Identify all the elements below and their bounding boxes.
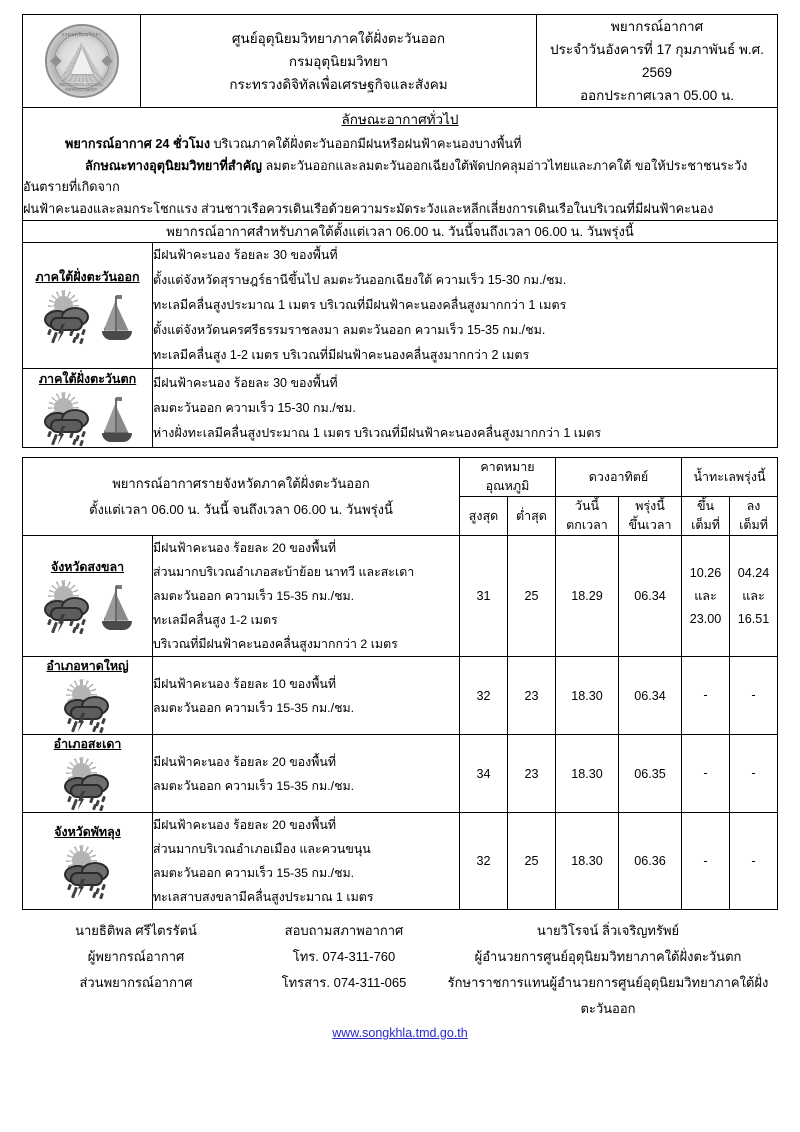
thunderstorm-sun-icon bbox=[62, 684, 114, 734]
contact-heading: สอบถามสภาพอากาศ bbox=[284, 923, 404, 938]
table-title-line2: ตั้งแต่เวลา 06.00 น. วันนี้ จนถึงเวลา 06.00 น. วันพรุ่งนี้ bbox=[89, 501, 393, 517]
south-forecast-banner: พยากรณ์อากาศสำหรับภาคใต้ตั้งแต่เวลา 06.00 น. วันนี้จนถึงเวลา 06.00 น. วันพรุ่งนี้ bbox=[23, 221, 778, 243]
row0-line-5: บริเวณที่มีฝนฟ้าคะนองคลื่นสูงมากกว่า 2 เมตร bbox=[153, 637, 398, 651]
description-cell-1 bbox=[153, 657, 460, 735]
forecaster-division: ส่วนพยากรณ์อากาศ bbox=[79, 975, 193, 990]
sub-header-high-l1: ขึ้น bbox=[696, 499, 715, 513]
sub-header-tide-low bbox=[730, 497, 778, 536]
group-header-tide: น้ำทะเลพรุ่งนี้ bbox=[682, 458, 778, 497]
tide-high-cell-0 bbox=[682, 536, 730, 657]
director-acting-title: รักษาราชการแทนผู้อำนวยการศูนย์อุตุนิยมวิทยาภาคใต้ฝั่งตะวันออก bbox=[447, 975, 769, 1016]
director-title: ผู้อำนวยการศูนย์อุตุนิยมวิทยาภาคใต้ฝั่งตะวันตก bbox=[474, 949, 742, 964]
forecast-date: ประจำวันอังคารที่ 17 กุมภาพันธ์ พ.ศ. 2569 bbox=[550, 42, 764, 80]
p2-text: ลมตะวันออกและลมตะวันออกเฉียงใต้พัดปกคลุมอ่าวไทยและภาคใต้ ขอให้ประชาชนระวังอันตรายที่เกิดจาก bbox=[23, 158, 748, 194]
general-weather-p3: ฝนฟ้าคะนองและลมกระโชกแรง ส่วนชาวเรือควรเดินเรือด้วยความระมัดระวังและหลีกเลี่ยงการเดินเรือในบริเวณที่มีฝนฟ้าคะนอง bbox=[23, 201, 714, 216]
tide-high-cell-2: - bbox=[682, 735, 730, 813]
tide-low-cell-0 bbox=[730, 536, 778, 657]
region-text-cell-east bbox=[153, 243, 778, 369]
seal-top-text: กรมอุตุนิยมวิทยา bbox=[61, 32, 102, 38]
table-title-line1: พยากรณ์อากาศรายจังหวัดภาคใต้ฝั่งตะวันออก bbox=[112, 475, 370, 491]
sunset-cell-0: 18.29 bbox=[555, 536, 618, 657]
region-row-west bbox=[23, 369, 778, 448]
table-row bbox=[23, 735, 778, 813]
website-url-link[interactable]: www.songkhla.tmd.go.th bbox=[332, 1026, 468, 1040]
contact-fax: โทรสาร. 074-311-065 bbox=[281, 975, 407, 990]
table-row bbox=[23, 813, 778, 910]
thunderstorm-sun-icon bbox=[62, 850, 114, 900]
table-row bbox=[23, 657, 778, 735]
footer-row-3 bbox=[22, 970, 778, 1022]
sub-header-tide-high bbox=[682, 497, 730, 536]
description-cell-2 bbox=[153, 735, 460, 813]
row2-line-1: มีฝนฟ้าคะนอง ร้อยละ 20 ของพื้นที่ bbox=[153, 754, 337, 769]
region-west-line-2: ลมตะวันออก ความเร็ว 15-30 กม./ชม. bbox=[153, 400, 356, 415]
tide-low-cell-3: - bbox=[730, 813, 778, 910]
tide-low-0-c: 16.51 bbox=[737, 611, 770, 626]
center-name-line1: ศูนย์อุตุนิยมวิทยาภาคใต้ฝั่งตะวันออก bbox=[231, 30, 446, 46]
p2-bold-lead: ลักษณะทางอุตุนิยมวิทยาที่สำคัญ bbox=[85, 158, 262, 173]
tmd-seal-icon bbox=[45, 24, 119, 98]
group-header-temp-line2: อุณหภูมิ bbox=[485, 479, 530, 493]
agency-name-cell bbox=[141, 15, 537, 108]
tide-low-cell-2: - bbox=[730, 735, 778, 813]
table-group-header-row bbox=[23, 458, 778, 497]
general-weather-p2 bbox=[23, 156, 777, 199]
table-row bbox=[23, 536, 778, 657]
row3-line-2: ส่วนมากบริเวณอำเภอเมือง และควนขนุน bbox=[153, 842, 371, 856]
sailboat-icon bbox=[100, 397, 134, 447]
province-cell-1 bbox=[23, 657, 153, 735]
region-label-east: ภาคใต้ฝั่งตะวันออก bbox=[35, 269, 140, 284]
sub-header-sunrise-l1: พรุ่งนี้ bbox=[635, 499, 665, 513]
region-forecast-table bbox=[22, 242, 778, 448]
sailboat-icon bbox=[100, 295, 134, 345]
region-name-cell-east bbox=[23, 243, 153, 369]
p1-text: บริเวณภาคใต้ฝั่งตะวันออกมีฝนหรือฝนฟ้าคะนองบางพื้นที่ bbox=[210, 137, 522, 151]
sunrise-cell-2: 06.35 bbox=[618, 735, 681, 813]
general-weather-title: ลักษณะอากาศทั่วไป bbox=[341, 112, 459, 127]
thunderstorm-sun-icon bbox=[62, 762, 114, 812]
row0-line-1: มีฝนฟ้าคะนอง ร้อยละ 20 ของพื้นที่ bbox=[153, 541, 337, 555]
region-east-line-3: ทะเลมีคลื่นสูงประมาณ 1 เมตร บริเวณที่มีฝนฟ้าคะนองคลื่นสูงมากกว่า 1 เมตร bbox=[153, 298, 567, 312]
seal-bottom-text: METEOROLOGICAL DEPARTMENT bbox=[59, 82, 104, 92]
tmax-cell-1: 32 bbox=[459, 657, 507, 735]
row1-line-2: ลมตะวันออก ความเร็ว 15-35 กม./ชม. bbox=[153, 700, 355, 715]
row3-line-1: มีฝนฟ้าคะนอง ร้อยละ 20 ของพื้นที่ bbox=[153, 818, 337, 832]
contact-phone: โทร. 074-311-760 bbox=[292, 949, 396, 964]
region-west-line-1: มีฝนฟ้าคะนอง ร้อยละ 30 ของพื้นที่ bbox=[153, 375, 338, 390]
tide-low-0-b: และ bbox=[742, 588, 765, 603]
row0-line-4: ทะเลมีคลื่นสูง 1-2 เมตร bbox=[153, 613, 278, 627]
sub-header-sunset-l1: วันนี้ bbox=[574, 499, 600, 513]
group-header-temp-line1: คาดหมาย bbox=[480, 460, 535, 474]
province-cell-2 bbox=[23, 735, 153, 813]
region-label-west: ภาคใต้ฝั่งตะวันตก bbox=[38, 372, 137, 386]
row3-line-3: ลมตะวันออก ความเร็ว 15-35 กม./ชม. bbox=[153, 866, 355, 880]
tmax-cell-0: 31 bbox=[459, 536, 507, 657]
sub-header-sunrise-l2: ขึ้นเวลา bbox=[628, 518, 672, 532]
sunset-cell-1: 18.30 bbox=[555, 657, 618, 735]
region-east-line-4: ตั้งแต่จังหวัดนครศรีธรรมราชลงมา ลมตะวันออก ความเร็ว 15-35 กม./ชม. bbox=[153, 323, 546, 337]
provincial-forecast-table bbox=[22, 457, 778, 910]
province-label-1: อำเภอหาดใหญ่ bbox=[46, 659, 129, 673]
footer-row-1 bbox=[22, 918, 778, 944]
sub-header-low-l2: เต็มที่ bbox=[739, 518, 768, 532]
row3-line-4: ทะเลสาบสงขลามีคลื่นสูงประมาณ 1 เมตร bbox=[153, 890, 374, 904]
row0-line-2: ส่วนมากบริเวณอำเภอสะบ้าย้อย นาทวี และสะเดา bbox=[153, 565, 415, 579]
tide-high-0-c: 23.00 bbox=[689, 611, 722, 626]
forecaster-title: ผู้พยากรณ์อากาศ bbox=[87, 949, 185, 964]
row1-line-1: มีฝนฟ้าคะนอง ร้อยละ 10 ของพื้นที่ bbox=[153, 676, 337, 691]
region-east-line-2: ตั้งแต่จังหวัดสุราษฎร์ธานีขึ้นไป ลมตะวันออกเฉียงใต้ ความเร็ว 15-30 กม./ชม. bbox=[153, 273, 567, 287]
tide-high-0-a: 10.26 bbox=[689, 565, 722, 580]
sub-banner-row bbox=[23, 221, 778, 243]
province-icons-1 bbox=[23, 680, 152, 734]
tmax-cell-2: 34 bbox=[459, 735, 507, 813]
agency-logo-cell bbox=[23, 15, 141, 108]
website-url-wrap bbox=[22, 1024, 778, 1042]
tmin-cell-1: 23 bbox=[507, 657, 555, 735]
region-east-line-5: ทะเลมีคลื่นสูง 1-2 เมตร บริเวณที่มีฝนฟ้าคะนองคลื่นสูงมากกว่า 2 เมตร bbox=[153, 348, 530, 362]
thunderstorm-sun-icon bbox=[42, 585, 94, 635]
province-label-2: อำเภอสะเดา bbox=[53, 737, 122, 751]
sub-header-sunrise bbox=[618, 497, 681, 536]
sunrise-cell-0: 06.34 bbox=[618, 536, 681, 657]
region-icons-east bbox=[23, 291, 152, 345]
tmin-cell-0: 25 bbox=[507, 536, 555, 657]
row2-line-2: ลมตะวันออก ความเร็ว 15-35 กม./ชม. bbox=[153, 778, 355, 793]
forecast-title: พยากรณ์อากาศ bbox=[610, 19, 704, 34]
province-cell-3 bbox=[23, 813, 153, 910]
sub-header-sunset bbox=[555, 497, 618, 536]
province-icons-2 bbox=[23, 758, 152, 812]
region-west-line-3: ห่างฝั่งทะเลมีคลื่นสูงประมาณ 1 เมตร บริเวณที่มีฝนฟ้าคะนองคลื่นสูงมากกว่า 1 เมตร bbox=[153, 425, 602, 440]
province-cell-0 bbox=[23, 536, 153, 657]
tide-low-cell-1: - bbox=[730, 657, 778, 735]
region-name-cell-west bbox=[23, 369, 153, 448]
center-name-line2: กรมอุตุนิยมวิทยา bbox=[288, 53, 389, 69]
province-icons-3 bbox=[23, 846, 152, 900]
thunderstorm-sun-icon bbox=[42, 397, 94, 447]
sub-header-tmin: ต่ำสุด bbox=[507, 497, 555, 536]
tide-low-0-a: 04.24 bbox=[737, 565, 770, 580]
tide-high-0-b: และ bbox=[694, 588, 717, 603]
sub-header-tmax: สูงสุด bbox=[459, 497, 507, 536]
center-name-line3: กระทรวงดิจิทัลเพื่อเศรษฐกิจและสังคม bbox=[229, 76, 448, 92]
forecast-date-cell bbox=[537, 15, 778, 108]
sub-header-sunset-l2: ตกเวลา bbox=[566, 518, 608, 532]
region-icons-west bbox=[23, 393, 152, 447]
issue-time: ออกประกาศเวลา 05.00 น. bbox=[579, 88, 735, 103]
sunrise-cell-3: 06.36 bbox=[618, 813, 681, 910]
region-row-east bbox=[23, 243, 778, 369]
director-name: นายวิโรจน์ ลิ่วเจริญทรัพย์ bbox=[536, 923, 680, 938]
province-icons-0 bbox=[23, 581, 152, 635]
region-text-cell-west bbox=[153, 369, 778, 448]
general-weather-cell bbox=[23, 108, 778, 221]
forecaster-name: นายธิติพล ศรีไตรรัตน์ bbox=[75, 923, 197, 938]
document-footer bbox=[22, 918, 778, 1042]
p1-bold-lead: พยากรณ์อากาศ 24 ชั่วโมง bbox=[65, 137, 211, 151]
province-label-3: จังหวัดพัทลุง bbox=[54, 824, 121, 839]
footer-row-2 bbox=[22, 944, 778, 970]
general-weather-p1 bbox=[23, 134, 777, 156]
tide-high-cell-1: - bbox=[682, 657, 730, 735]
tmin-cell-2: 23 bbox=[507, 735, 555, 813]
description-cell-0 bbox=[153, 536, 460, 657]
province-label-0: จังหวัดสงขลา bbox=[50, 559, 125, 574]
tide-high-cell-3: - bbox=[682, 813, 730, 910]
tmin-cell-3: 25 bbox=[507, 813, 555, 910]
tmax-cell-3: 32 bbox=[459, 813, 507, 910]
table-title-cell bbox=[23, 458, 460, 536]
general-weather-row bbox=[23, 108, 778, 221]
header-row bbox=[23, 15, 778, 108]
sailboat-icon bbox=[100, 585, 134, 635]
header-table bbox=[22, 14, 778, 243]
sunset-cell-3: 18.30 bbox=[555, 813, 618, 910]
sub-header-high-l2: เต็มที่ bbox=[691, 518, 720, 532]
thunderstorm-sun-icon bbox=[42, 295, 94, 345]
sub-header-low-l1: ลง bbox=[746, 499, 761, 513]
row0-line-3: ลมตะวันออก ความเร็ว 15-35 กม./ชม. bbox=[153, 589, 355, 603]
sunset-cell-2: 18.30 bbox=[555, 735, 618, 813]
group-header-temperature bbox=[459, 458, 555, 497]
group-header-sun: ดวงอาทิตย์ bbox=[555, 458, 681, 497]
sunrise-cell-1: 06.34 bbox=[618, 657, 681, 735]
description-cell-3 bbox=[153, 813, 460, 910]
region-east-line-1: มีฝนฟ้าคะนอง ร้อยละ 30 ของพื้นที่ bbox=[153, 248, 338, 262]
